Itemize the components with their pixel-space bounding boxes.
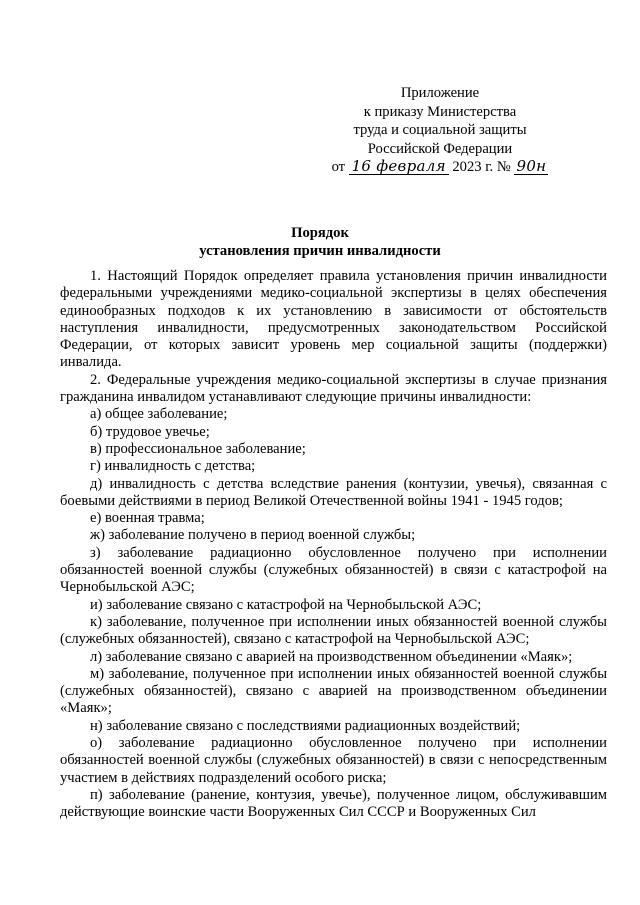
list-item: д) инвалидность с детства вследствие ранения (контузии, увечья), связанная с боевыми действиями в период Великой Отечественной войны 1941 - 1945 годов; [60, 475, 607, 509]
date-prefix: от [331, 159, 346, 176]
order-date-line [300, 158, 580, 177]
date-year: 2023 г. № [452, 159, 511, 176]
appendix-line: труда и социальной защиты [353, 122, 527, 139]
appendix-line: Российской Федерации [367, 140, 513, 157]
list-item: о) заболевание радиационно обусловленное получено при исполнении обязанностей военной службы (служебных обязанностей) в связи с непосредственным участием в действиях подразделений особого риска; [60, 735, 607, 786]
list-item: м) заболевание, полученное при исполнении иных обязанностей военной службы (служебных обязанностей), связано с аварией на производственном объединении «Маяк»; [60, 665, 607, 717]
list-item: ж) заболевание получено в период военной службы; [90, 527, 416, 544]
list-item: п) заболевание (ранение, контузия, увечье), полученное лицом, обслуживавшим действующие воинские части Вооруженных Сил СССР и Вооруженных Сил [60, 786, 607, 821]
appendix-line: Приложение [400, 85, 480, 101]
document-title [0, 224, 640, 260]
paragraph: 2. Федеральные учреждения медико-социальной экспертизы в случае признания гражданина инвалидом устанавливают следующие причины инвалидности: [60, 371, 607, 406]
list-item: и) заболевание связано с катастрофой на Чернобыльской АЭС; [90, 596, 482, 613]
paragraph: 1. Настоящий Порядок определяет правила установления причин инвалидности федеральными учреждениями медико-социальной экспертизы в целях обеспечения единообразных подходов к их установлению в зависимости от обстоятельств наступления инвалидности, предусмотренных законодательством Российской Федерации, от которых зависит уровень мер социальной защиты (поддержки) инвалида. [60, 268, 607, 371]
handwritten-date: 16 февраля [349, 158, 449, 175]
title-line-2: установления причин инвалидности [199, 243, 441, 259]
list-item: л) заболевание связано с аварией на производственном объединении «Маяк»; [90, 648, 573, 665]
list-item: н) заболевание связано с последствиями радиационных воздействий; [90, 717, 521, 734]
list-item: б) трудовое увечье; [90, 423, 210, 440]
list-item: г) инвалидность с детства; [90, 458, 256, 475]
handwritten-order-number: 90н [514, 158, 548, 175]
appendix-line: к приказу Министерства [363, 103, 517, 120]
appendix-header [300, 84, 580, 177]
list-item: а) общее заболевание; [90, 406, 228, 423]
list-item: к) заболевание, полученное при исполнении иных обязанностей военной службы (служебных обязанностей), связано с катастрофой на Чернобыльской АЭС; [60, 613, 607, 648]
title-line-1: Порядок [291, 225, 349, 241]
list-item: в) профессиональное заболевание; [90, 440, 306, 457]
list-item: з) заболевание радиационно обусловленное получено при исполнении обязанностей военной службы (служебных обязанностей) в связи с катастрофой на Чернобыльской АЭС; [60, 544, 607, 596]
document-body [60, 268, 607, 822]
list-item: е) военная травма; [90, 510, 205, 527]
